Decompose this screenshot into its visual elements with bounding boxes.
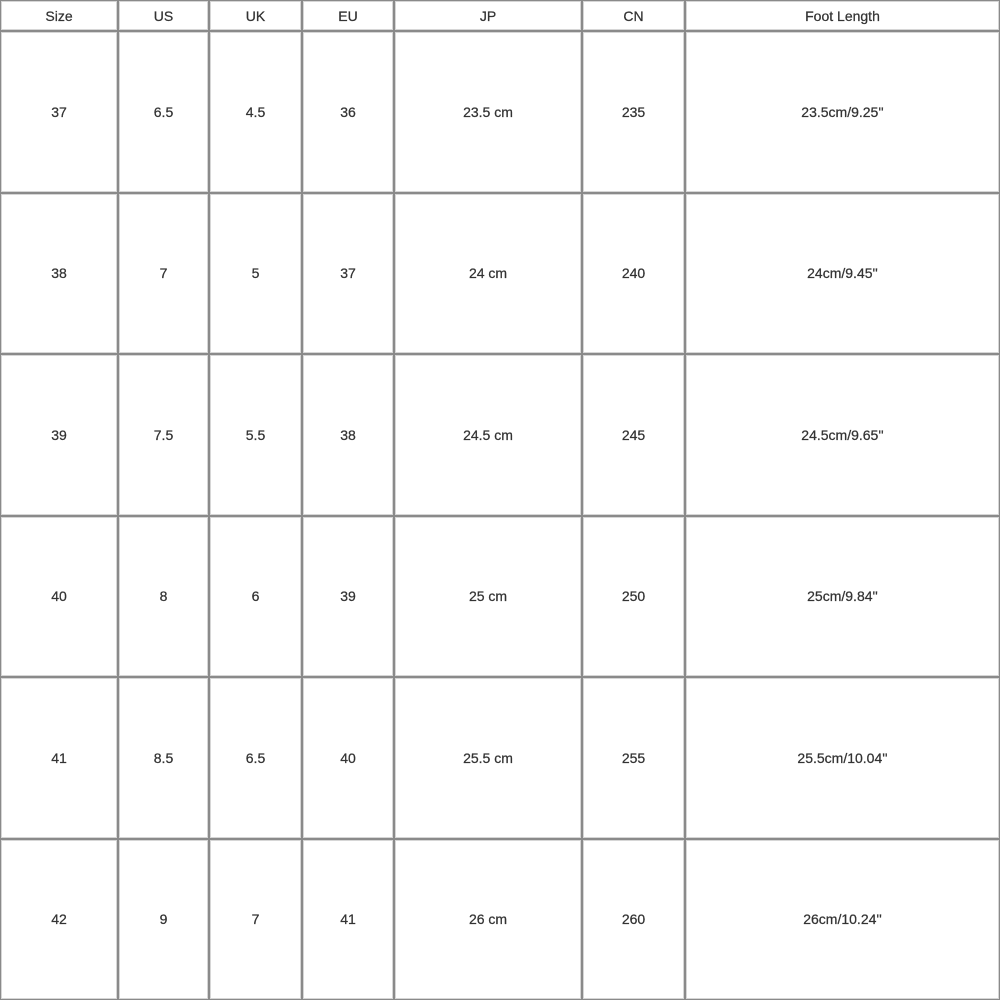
header-uk: UK: [209, 0, 302, 31]
cell-jp: 23.5 cm: [394, 31, 582, 193]
cell-eu: 36: [302, 31, 394, 193]
cell-size: 40: [0, 516, 118, 678]
cell-cn: 235: [582, 31, 685, 193]
table-row: [0, 839, 1000, 1000]
cell-foot-length: 23.5cm/9.25'': [685, 31, 1000, 193]
header-eu: EU: [302, 0, 394, 31]
table-row: [0, 677, 1000, 839]
cell-cn: 245: [582, 354, 685, 516]
cell-eu: 40: [302, 677, 394, 839]
cell-cn: 255: [582, 677, 685, 839]
cell-us: 7.5: [118, 354, 209, 516]
cell-foot-length: 25cm/9.84'': [685, 516, 1000, 678]
cell-uk: 4.5: [209, 31, 302, 193]
header-foot-length: Foot Length: [685, 0, 1000, 31]
cell-cn: 240: [582, 193, 685, 355]
cell-size: 37: [0, 31, 118, 193]
cell-eu: 37: [302, 193, 394, 355]
table-body: [0, 31, 1000, 1000]
table-row: [0, 193, 1000, 355]
cell-us: 8: [118, 516, 209, 678]
cell-jp: 24 cm: [394, 193, 582, 355]
cell-foot-length: 25.5cm/10.04'': [685, 677, 1000, 839]
table-row: [0, 354, 1000, 516]
cell-cn: 260: [582, 839, 685, 1000]
cell-size: 39: [0, 354, 118, 516]
cell-size: 41: [0, 677, 118, 839]
cell-uk: 7: [209, 839, 302, 1000]
cell-us: 8.5: [118, 677, 209, 839]
cell-uk: 5: [209, 193, 302, 355]
cell-uk: 5.5: [209, 354, 302, 516]
header-us: US: [118, 0, 209, 31]
header-cn: CN: [582, 0, 685, 31]
cell-us: 7: [118, 193, 209, 355]
cell-eu: 39: [302, 516, 394, 678]
header-size: Size: [0, 0, 118, 31]
cell-foot-length: 26cm/10.24'': [685, 839, 1000, 1000]
table-header: [0, 0, 1000, 31]
table-row: [0, 516, 1000, 678]
cell-eu: 38: [302, 354, 394, 516]
cell-uk: 6.5: [209, 677, 302, 839]
cell-uk: 6: [209, 516, 302, 678]
cell-size: 42: [0, 839, 118, 1000]
header-jp: JP: [394, 0, 582, 31]
cell-us: 6.5: [118, 31, 209, 193]
table-row: [0, 31, 1000, 193]
cell-foot-length: 24cm/9.45'': [685, 193, 1000, 355]
cell-size: 38: [0, 193, 118, 355]
cell-cn: 250: [582, 516, 685, 678]
cell-jp: 25.5 cm: [394, 677, 582, 839]
cell-eu: 41: [302, 839, 394, 1000]
cell-us: 9: [118, 839, 209, 1000]
cell-jp: 25 cm: [394, 516, 582, 678]
cell-jp: 24.5 cm: [394, 354, 582, 516]
header-row: [0, 0, 1000, 31]
cell-foot-length: 24.5cm/9.65'': [685, 354, 1000, 516]
cell-jp: 26 cm: [394, 839, 582, 1000]
